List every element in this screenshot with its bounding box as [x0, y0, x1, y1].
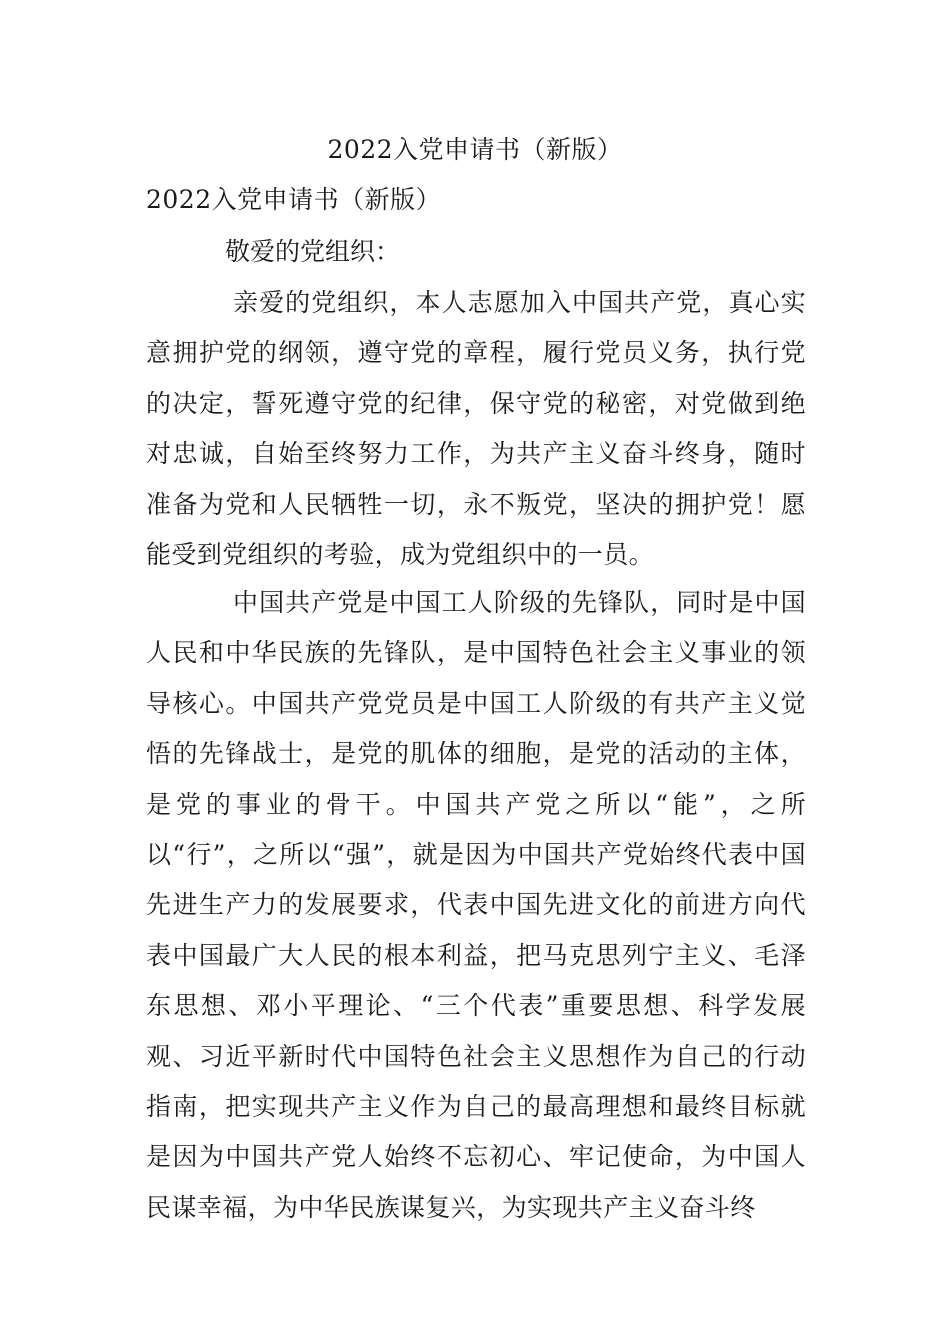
salutation: 敬爱的党组织：: [225, 237, 401, 266]
document-subtitle: 2022入党申请书（新版）: [146, 185, 442, 214]
paragraph-2: 中国共产党是中国工人阶级的先锋队，同时是中国人民和中华民族的先锋队，是中国特色社会主义事业的领导核心。中国共产党党员是中国工人阶级的有共产主义觉悟的先锋战士，是党的肌体的细胞，是党的活动的主体，是党的事业的骨干。中国共产党之所以“能”，之所以“行”，之所以“强”，就是因为中国共产党始终代表中国先进生产力的发展要求，代表中国先进文化的前进方向代表中国最广大人民的根本利益，把马克思列宁主义、毛泽东思想、邓小平理论、“三个代表”重要思想、科学发展观、习近平新时代中国特色社会主义思想作为自己的行动指南，把实现共产主义作为自己的最高理想和最终目标就是因为中国共产党人始终不忘初心、牢记使命，为中国人民谋幸福，为中华民族谋复兴，为实现共产主义奋斗终: [146, 588, 806, 1222]
document-title: 2022入党申请书（新版）: [327, 135, 623, 164]
paragraph-1: 亲爱的党组织，本人志愿加入中国共产党，真心实意拥护党的纲领，遵守党的章程，履行党员义务，执行党的决定，誓死遵守党的纪律，保守党的秘密，对党做到绝对忠诚，自始至终努力工作，为共产主义奋斗终身，随时准备为党和人民牺牲一切，永不叛党，坚决的拥护党！愿能受到党组织的考验，成为党组织中的一员。: [146, 288, 806, 570]
